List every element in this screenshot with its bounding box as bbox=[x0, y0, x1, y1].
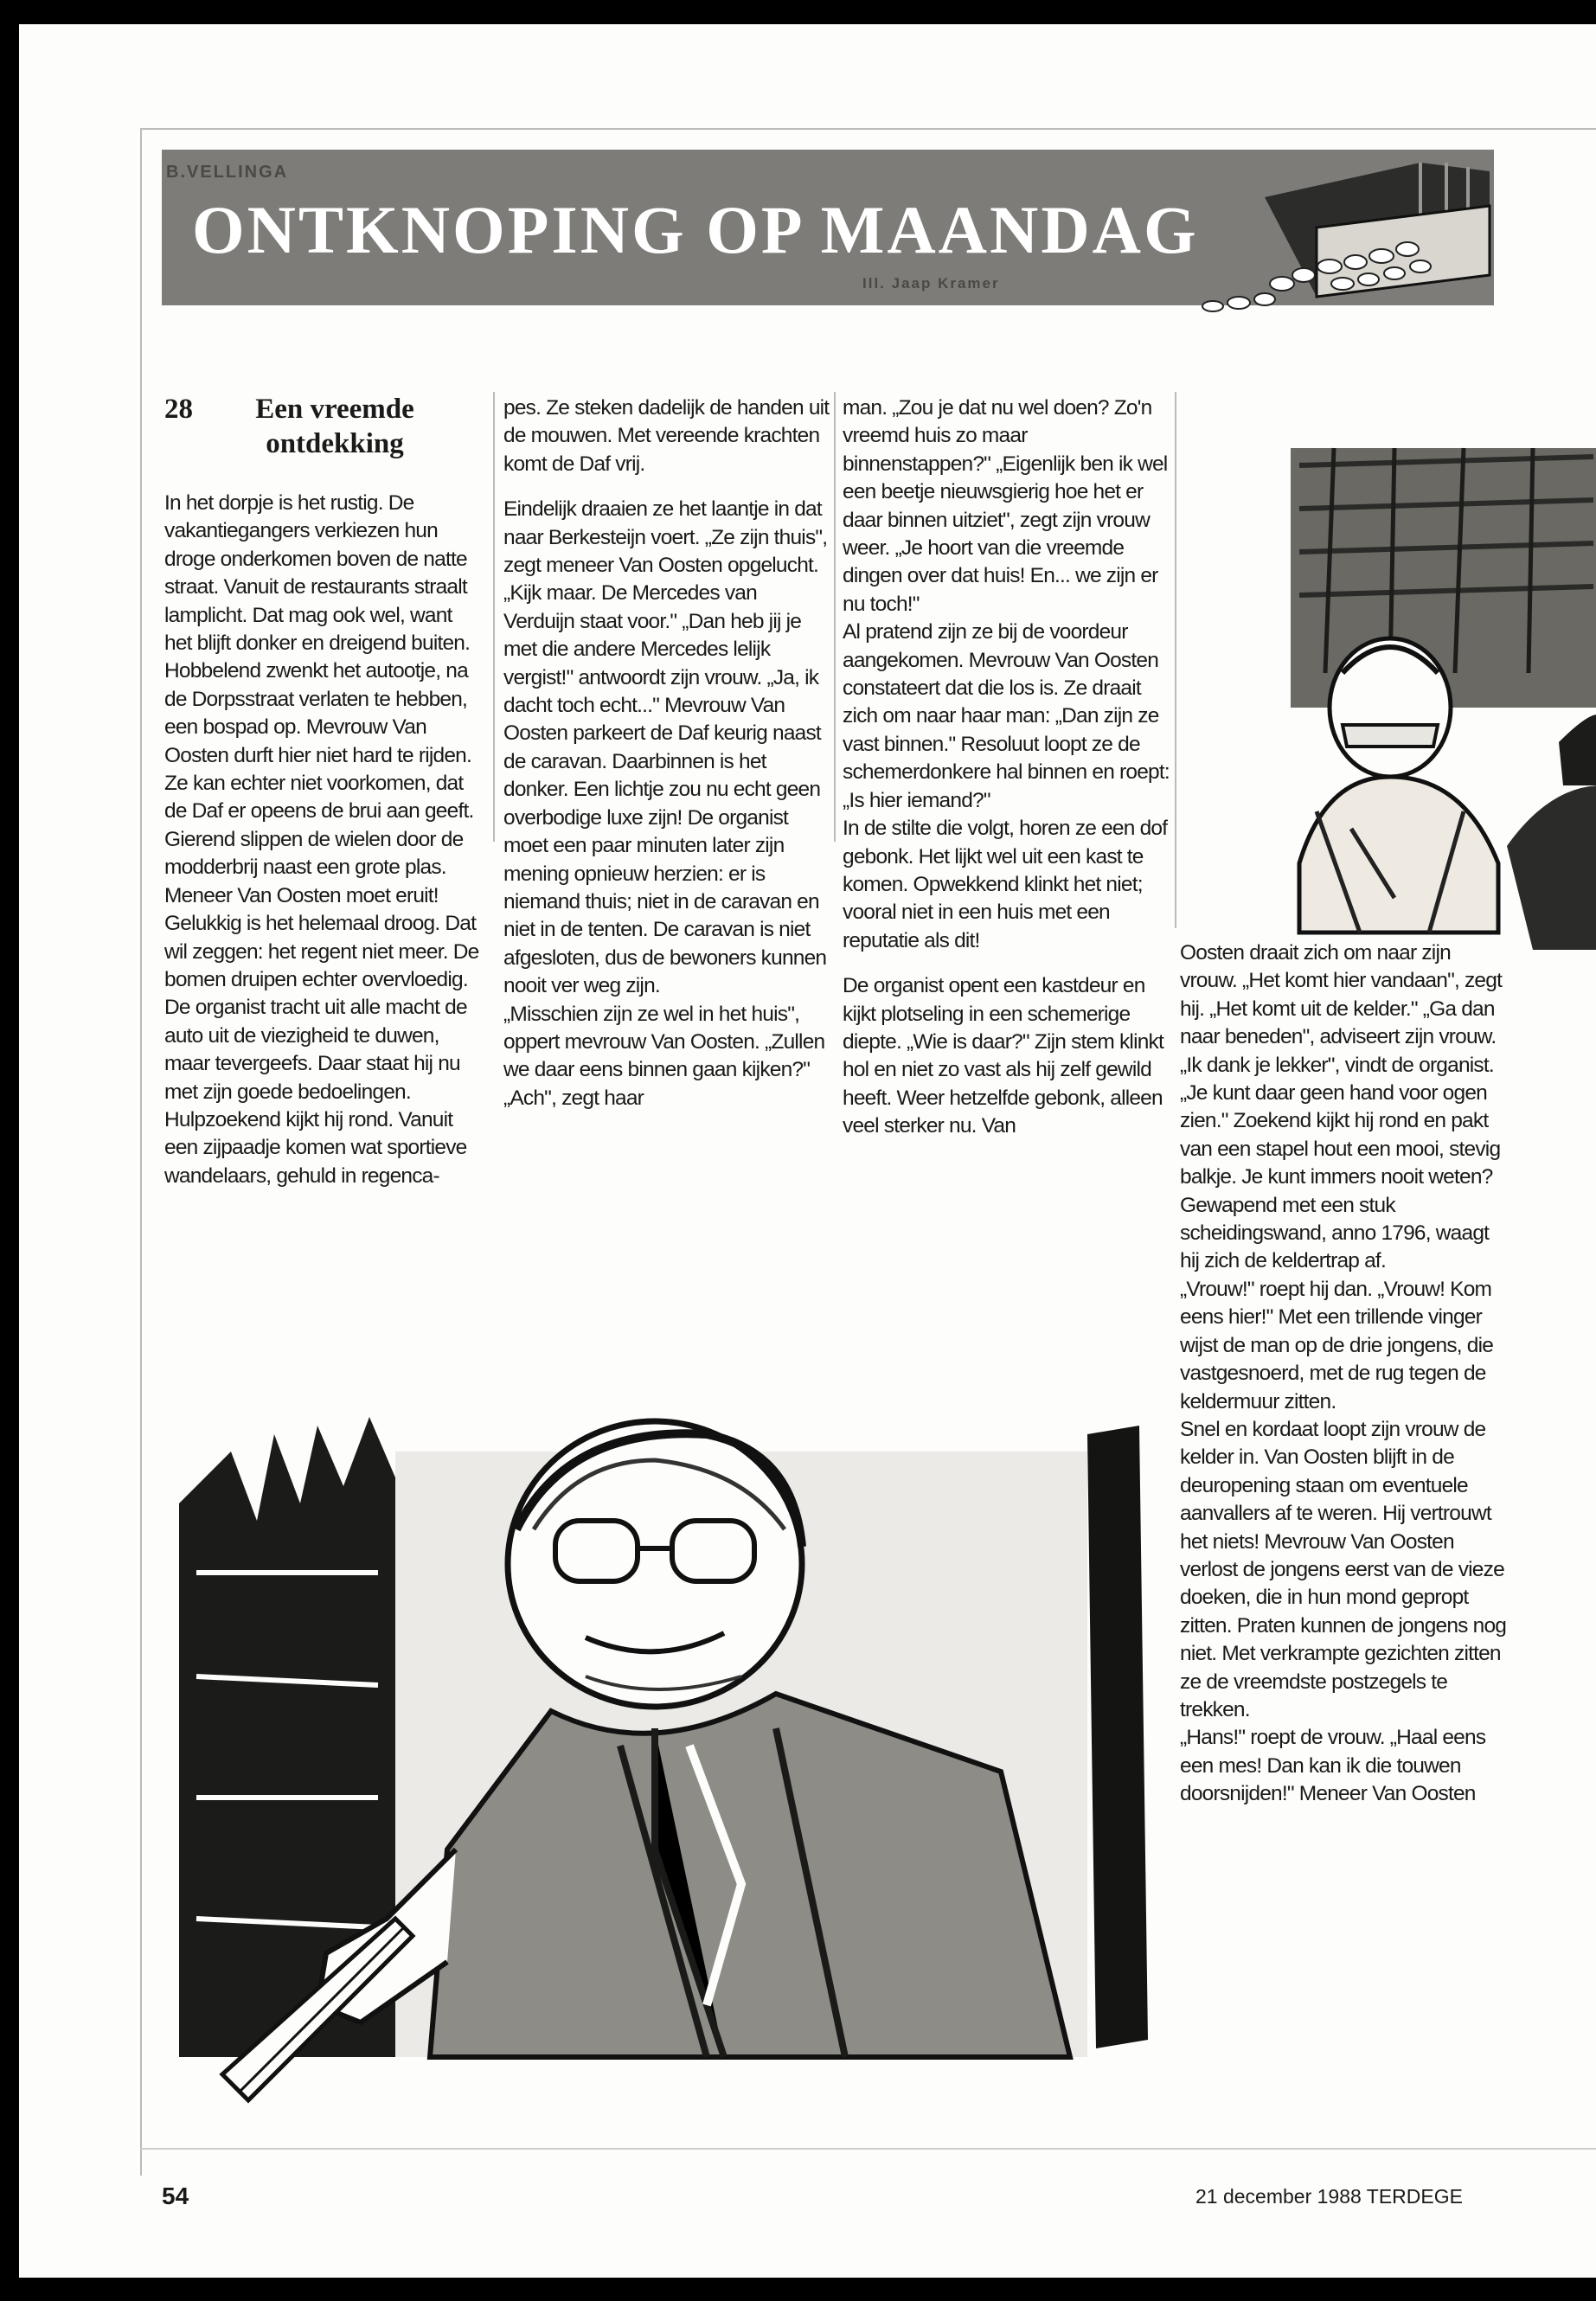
author-name: B.VELLINGA bbox=[166, 163, 289, 182]
issue-dateline: 21 december 1988 TERDEGE bbox=[1195, 2185, 1463, 2208]
paragraph: In de stilte die volgt, horen ze een dof gebonk. Het lijkt wel uit een kast te komen. Opwekkend klinkt het niet; vooral niet in een huis met een reputatie als dit! bbox=[843, 817, 1168, 952]
boys-in-cellar-illustration bbox=[1221, 413, 1596, 950]
text-column-1 bbox=[164, 490, 484, 1190]
paragraph: „Hans!" roept de vrouw. „Haal eens een mes! Dan kan ik die touwen doorsnijden!" Meneer Van Oosten bbox=[1180, 1726, 1486, 1806]
column-divider bbox=[1175, 392, 1176, 928]
organist-in-doorway-illustration bbox=[170, 1400, 1161, 2135]
paragraph: In het dorpje is het rustig. De vakantiegangers verkiezen hun droge onderkomen boven de natte straat. Vanuit de restaurants straalt lamplicht. Dat mag ook wel, want het blijft donker en dreigend buiten. Hobbelend zwenkt het autootje, na de Dorpsstraat verlaten te hebben, een bospad op. Mevrouw Van Oosten durft hier niet hard te rijden. Ze kan echter niet voorkomen, dat de Daf er opeens de brui aan geeft. Gierend slippen de wielen door de modderbrij naast een grote plas. Meneer Van Oosten moet eruit! Gelukkig is het helemaal droog. Dat wil zeggen: het regent niet meer. De bomen druipen echter overvloedig. De organist tracht uit alle macht de auto uit de viezigheid te duwen, maar tevergeefs. Daar staat hij nu met zijn goede bedoelingen. Hulpzoekend kijkt hij rond. Vanuit een zijpaadje komen wat sportieve wandelaars, gehuld in regenca- bbox=[164, 491, 479, 1188]
text-column-3 bbox=[843, 394, 1171, 1141]
paragraph: Eindelijk draaien ze het laantje in dat naar Berkesteijn voert. „Ze zijn thuis", zegt meneer Van Oosten opgelucht. „Kijk maar. De Mercedes van Verduijn staat voor." „Dan heb jij je met die andere Mercedes lelijk vergist!" antwoordt zijn vrouw. „Ja, ik dacht toch echt..." Mevrouw Van Oosten parkeert de Daf keurig naast de caravan. Daarbinnen is het donker. Een lichtje zou nu echt geen overbodige luxe zijn! De organist moet een paar minuten later zijn mening opnieuw herzien: er is niemand thuis; niet in de caravan en niet in de tenten. De caravan is niet afgesloten, dus de bewoners kunnen nooit ver weg zijn. bbox=[503, 497, 828, 998]
illustrator-credit: Ill. Jaap Kramer bbox=[862, 275, 1000, 292]
text-column-2 bbox=[503, 394, 832, 1112]
paragraph: „Vrouw!" roept hij dan. „Vrouw! Kom eens hier!" Met een trillende vinger wijst de man op de drie jongens, die vastgesnoerd, met de rug tegen de keldermuur zitten. bbox=[1180, 1277, 1494, 1413]
text-column-4 bbox=[1180, 939, 1509, 1809]
paragraph: Snel en kordaat loopt zijn vrouw de kelder in. Van Oosten blijft in de deuropening staan om eventuele aanvallers af te weren. Hij vertrouwt het niets! Mevrouw Van Oosten verlost de jongens eerst van de vieze doeken, die in hun mond gepropt zitten. Praten kunnen de jongens nog niet. Met verkrampte gezichten zitten ze de vreemdste postzegels te trekken. bbox=[1180, 1417, 1507, 1721]
treasure-chest-illustration bbox=[1161, 145, 1524, 318]
story-title: ONTKNOPING OP MAANDAG bbox=[192, 192, 1199, 267]
paragraph: Al pratend zijn ze bij de voordeur aangekomen. Mevrouw Van Oosten constateert dat die los is. Ze draait zich om naar haar man: „Dan zijn ze vast binnen." Resoluut loopt ze de schemerdonkere hal binnen en roept: „Is hier iemand?" bbox=[843, 620, 1170, 812]
magazine-page bbox=[19, 24, 1596, 2278]
paragraph: man. „Zou je dat nu wel doen? Zo'n vreemd huis zo maar binnenstappen?" „Eigenlijk ben ik wel een beetje nieuwsgierig hoe het er daar binnen uitziet", zegt zijn vrouw weer. „Je hoort van die vreemde dingen over dat huis! En... we zijn er nu toch!" bbox=[843, 396, 1168, 616]
chapter-heading bbox=[164, 392, 476, 461]
chapter-number: 28 bbox=[164, 394, 193, 425]
paragraph: De organist opent een kastdeur en kijkt plotseling in een schemerige diepte. „Wie is daar?" Zijn stem klinkt hol en niet zo vast als hij zelf gewild heeft. Weer hetzelfde gebonk, alleen veel sterker nu. Van bbox=[843, 974, 1163, 1138]
paragraph: pes. Ze steken dadelijk de handen uit de mouwen. Met vereende krachten komt de Daf vrij. bbox=[503, 396, 830, 476]
paragraph: Oosten draait zich om naar zijn vrouw. „Het komt hier vandaan", zegt hij. „Het komt uit de kelder." „Ga dan naar beneden", adviseert zijn vrouw. bbox=[1180, 941, 1503, 1049]
column-divider bbox=[834, 392, 836, 842]
column-divider bbox=[493, 392, 495, 842]
chapter-title: Een vreemde ontdekking bbox=[255, 394, 414, 459]
bottom-rule bbox=[140, 2148, 1596, 2150]
page-number: 54 bbox=[162, 2182, 189, 2209]
paragraph: „Misschien zijn ze wel in het huis", oppert mevrouw Van Oosten. „Zullen we daar eens binnen gaan kijken?" „Ach", zegt haar bbox=[503, 1002, 825, 1110]
paragraph: „Ik dank je lekker", vindt de organist. „Je kunt daar geen hand voor ogen zien." Zoekend kijkt hij rond en pakt van een stapel hout een mooi, stevig balkje. Je kunt immers nooit weten? Gewapend met een stuk scheidingswand, anno 1796, waagt hij zich de keldertrap af. bbox=[1180, 1053, 1501, 1273]
